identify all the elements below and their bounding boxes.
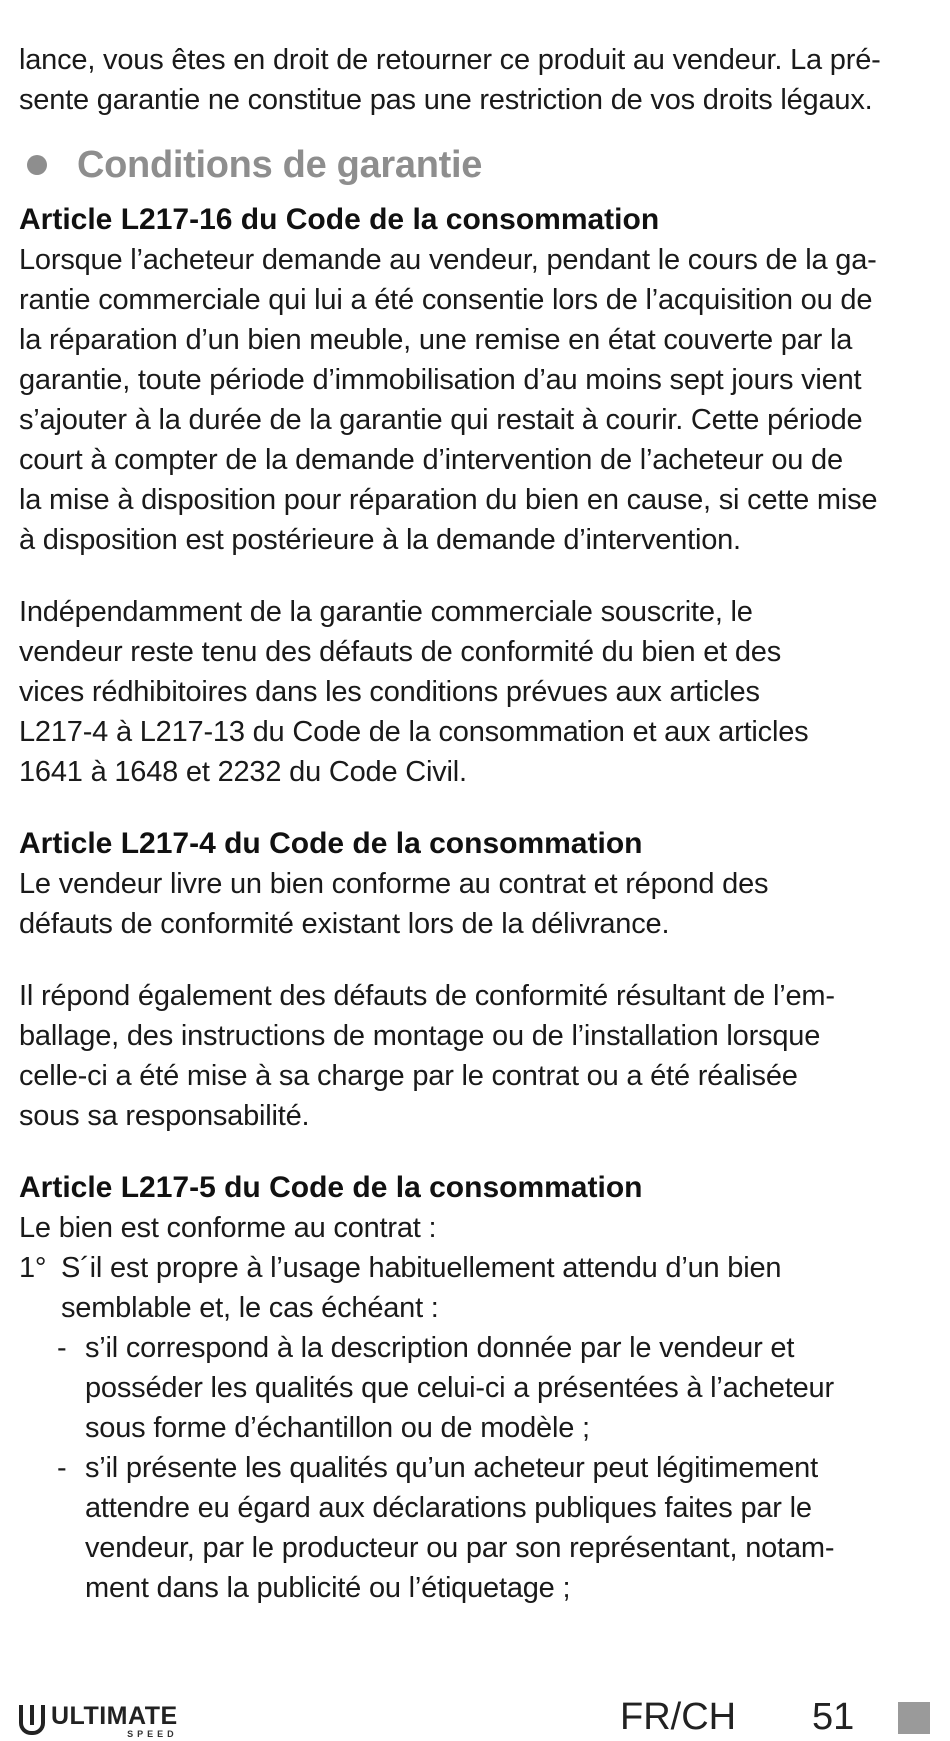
intro-paragraph — [19, 40, 934, 120]
page-marker-square — [898, 1702, 930, 1734]
text-line: s’il correspond à la description donnée par le vendeur et — [85, 1332, 795, 1364]
text-line: la mise à disposition pour réparation du bien en cause, si cette mise — [19, 484, 878, 516]
text-line: posséder les qualités que celui-ci a présentées à l’acheteur — [85, 1372, 834, 1404]
text-line: court à compter de la demande d’intervention de l’acheteur ou de — [19, 444, 843, 476]
text-line: la réparation d’un bien meuble, une remise en état couverte par la — [19, 324, 853, 356]
brand-subtitle: SPEED — [127, 1729, 178, 1739]
text-line: vendeur reste tenu des défauts de conformité du bien et des — [19, 636, 782, 668]
article-title: Article L217-5 du Code de la consommation — [19, 1171, 643, 1204]
article-l217-5 — [19, 1168, 934, 1608]
text-line: attendre eu égard aux déclarations publiques faites par le — [85, 1492, 812, 1524]
text-line: sous sa responsabilité. — [19, 1100, 310, 1132]
item-number: 1° — [19, 1252, 47, 1284]
dash-marker: - — [57, 1332, 67, 1364]
text-line: celle-ci a été mise à sa charge par le contrat ou a été réalisée — [19, 1060, 798, 1092]
text-line: rantie commerciale qui lui a été consentie lors de l’acquisition ou de — [19, 284, 873, 316]
text-line: Indépendamment de la garantie commerciale souscrite, le — [19, 596, 753, 628]
text-line: lance, vous êtes en droit de retourner ce produit au vendeur. La pré- — [19, 44, 881, 76]
article-l217-16 — [19, 200, 934, 792]
text-line: défauts de conformité existant lors de la délivrance. — [19, 908, 670, 940]
article-title: Article L217-4 du Code de la consommation — [19, 827, 643, 860]
text-line: garantie, toute période d’immobilisation d’au moins sept jours vient — [19, 364, 862, 396]
text-line: L217-4 à L217-13 du Code de la consommation et aux articles — [19, 716, 809, 748]
text-line: semblable et, le cas échéant : — [61, 1292, 439, 1324]
text-line: s’il présente les qualités qu’un acheteur peut légitimement — [85, 1452, 818, 1484]
dash-item — [19, 1328, 934, 1448]
article-l217-4 — [19, 824, 934, 1136]
article-title: Article L217-16 du Code de la consommation — [19, 203, 660, 236]
text-line: vices rédhibitoires dans les conditions prévues aux articles — [19, 676, 760, 708]
text-line: 1641 à 1648 et 2232 du Code Civil. — [19, 756, 467, 788]
dash-item — [19, 1448, 934, 1608]
text-line: Le vendeur livre un bien conforme au contrat et répond des — [19, 868, 769, 900]
text-line: ment dans la publicité ou l’étiquetage ; — [85, 1572, 571, 1604]
text-line: sente garantie ne constitue pas une restriction de vos droits légaux. — [19, 84, 873, 116]
numbered-item — [19, 1248, 934, 1328]
brand-name: ULTIMATE — [51, 1702, 178, 1730]
locale-label: FR/CH — [620, 1696, 737, 1738]
page-footer — [0, 1695, 950, 1741]
brand-logo — [19, 1703, 178, 1739]
page-number: 51 — [812, 1696, 855, 1738]
text-line: Le bien est conforme au contrat : — [19, 1212, 437, 1244]
section-heading — [19, 140, 934, 190]
text-line: ballage, des instructions de montage ou de l’installation lorsque — [19, 1020, 821, 1052]
text-line: Il répond également des défauts de conformité résultant de l’em- — [19, 980, 835, 1012]
text-line: S´il est propre à l’usage habituellement attendu d’un bien — [61, 1252, 782, 1284]
text-line: Lorsque l’acheteur demande au vendeur, pendant le cours de la ga- — [19, 244, 877, 276]
logo-mark-icon — [19, 1705, 45, 1735]
text-line: sous forme d’échantillon ou de modèle ; — [85, 1412, 590, 1444]
document-page — [19, 40, 934, 1608]
text-line: à disposition est postérieure à la demande d’intervention. — [19, 524, 741, 556]
text-line: vendeur, par le producteur ou par son représentant, notam- — [85, 1532, 835, 1564]
section-title: Conditions de garantie — [77, 143, 483, 186]
bullet-icon — [27, 155, 47, 175]
dash-marker: - — [57, 1452, 67, 1484]
text-line: s’ajouter à la durée de la garantie qui restait à courir. Cette période — [19, 404, 863, 436]
